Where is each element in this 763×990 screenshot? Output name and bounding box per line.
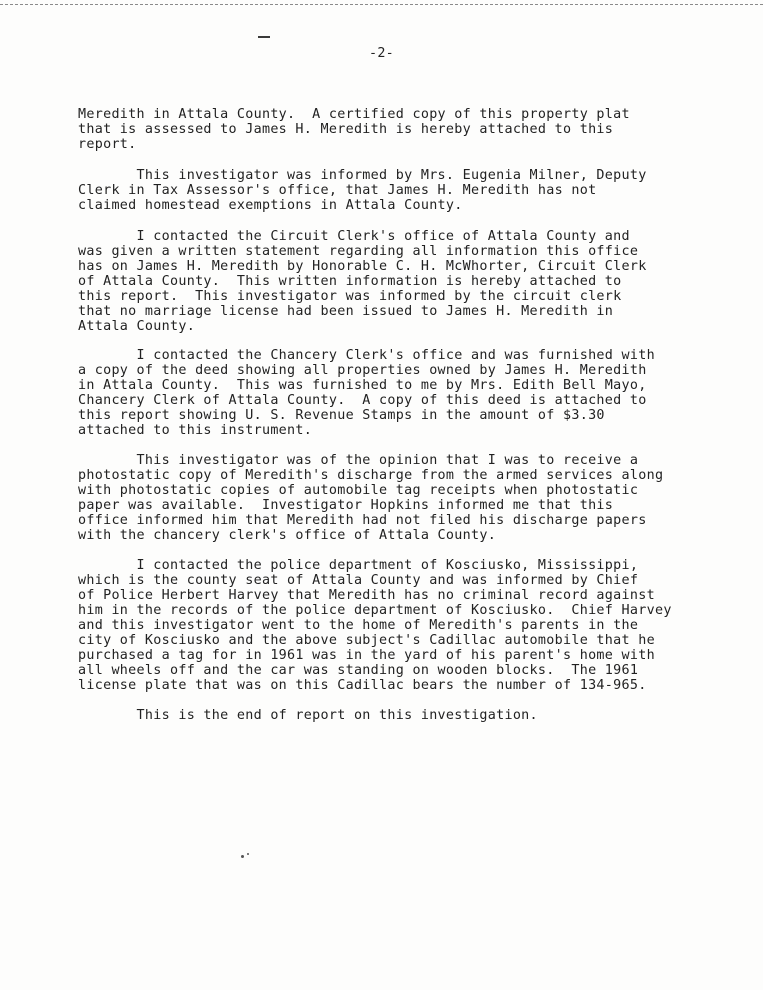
paragraph-closing: This is the end of report on this investigation. [78,708,538,723]
paper-speck [241,855,244,858]
paragraph-circuit-clerk: I contacted the Circuit Clerk's office of Attala County and was given a written statement regarding all information this office has on James H. Meredith by Honorable C. H. McWhorter, Circuit Clerk of Attala County. This written information is hereby attached to this report. This investigator was informed by the circuit clerk that no marriage license had been issued to James H. Meredith in Attala County. [78,229,647,334]
paragraph-chancery-clerk: I contacted the Chancery Clerk's office and was furnished with a copy of the deed showing all properties owned by James H. Meredith in Attala County. This was furnished to me by Mrs. Edith Bell Mayo, Chancery Clerk of Attala County. A copy of this deed is attached to this report showing U. S. Revenue Stamps in the amount of $3.30 attached to this instrument. [78,348,655,438]
paragraph-discharge-papers: This investigator was of the opinion that I was to receive a photostatic copy of Meredith's discharge from the armed services along with photostatic copies of automobile tag receipts when photostatic paper was available. Investigator Hopkins informed me that this office informed him that Meredith had not filed his discharge papers with the chancery clerk's office of Attala County. [78,453,664,543]
paragraph-property-plat: Meredith in Attala County. A certified copy of this property plat that is assessed to James H. Meredith is hereby attached to this report. [78,107,630,152]
paragraph-tax-assessor: This investigator was informed by Mrs. Eugenia Milner, Deputy Clerk in Tax Assessor's office, that James H. Meredith has not claimed homestead exemptions in Attala County. [78,168,647,213]
page-top-edge [0,4,763,5]
paragraph-police-department: I contacted the police department of Kosciusko, Mississippi, which is the county seat of Attala County and was informed by Chief of Police Herbert Harvey that Meredith has no criminal record against him in the records of the police department of Kosciusko. Chief Harvey and this investigator went to the home of Meredith's parents in the city of Kosciusko and the above subject's Cadillac automobile that he purchased a tag for in 1961 was in the yard of his parent's home with all wheels off and the car was standing on wooden blocks. The 1961 license plate that was on this Cadillac bears the number of 134-965. [78,558,672,693]
paper-speck [247,853,249,855]
page-number: -2- [368,46,395,61]
pen-mark [258,36,270,38]
